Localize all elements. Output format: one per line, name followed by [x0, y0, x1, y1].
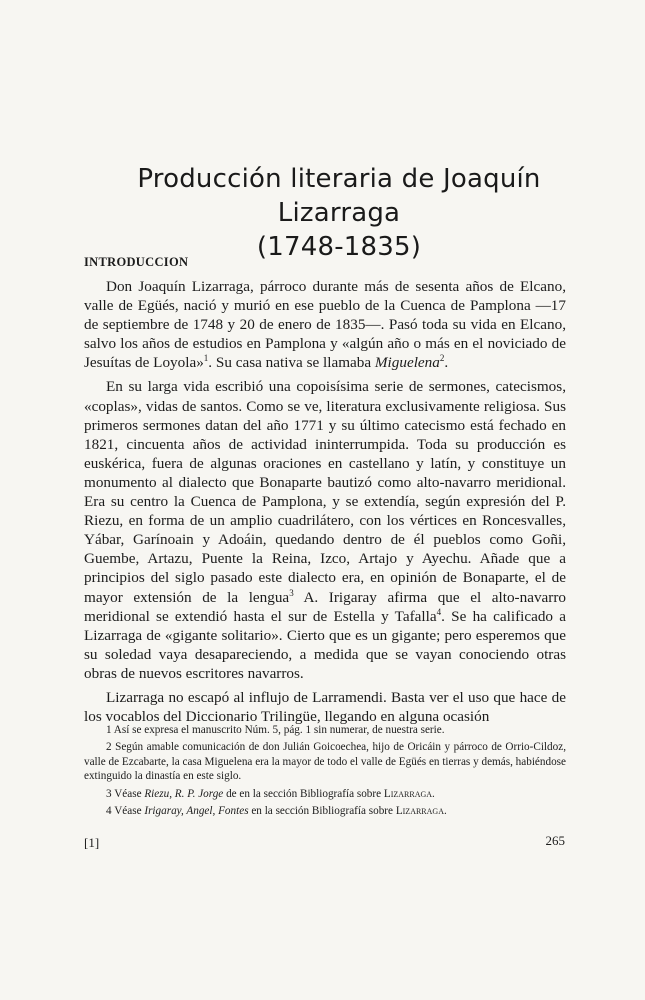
title-line-1: Producción literaria de Joaquín Lizarraga	[137, 164, 541, 228]
footnote-ref-4: 4	[436, 606, 442, 617]
footnote-2: 2 Según amable comunicación de don Julián Goicoechea, hijo de Oricáin y párroco de Orrio-Cildoz, valle de Ezcabarte, la casa Miguelena era la mayor de todo el valle de Egüés en tierras y demás, habiéndose extinguido la dinastía en este siglo.	[84, 741, 566, 783]
article-title	[84, 162, 594, 264]
folio-left: [1]	[84, 835, 100, 850]
house-name: Miguelena	[374, 354, 440, 372]
footnote-ref-2: 2	[439, 353, 445, 364]
paragraph-1	[84, 277, 566, 372]
page-number: 265	[545, 833, 565, 848]
footnote-4-number: 4	[106, 805, 112, 818]
footnote-4-text-c: .	[443, 805, 447, 818]
footnote-ref-1: 1	[203, 353, 209, 364]
body-text	[84, 277, 566, 731]
footnote-3-author: Riezu, R. P. Jorge	[144, 787, 224, 800]
footnote-3-number: 3	[106, 787, 112, 800]
paragraph-2-text-c: . Se ha calificado a Lizarraga de «gigante solitario». Cierto que es un gigante; pero esperemos que su soledad vaya desapareciendo, a medida que se vayan conociendo otras obras de nuevos escritores navarros.	[84, 607, 566, 682]
footnote-3	[84, 787, 566, 801]
footnote-ref-3: 3	[289, 587, 294, 598]
footnote-4-text-b: en la sección Bibliografía sobre	[248, 805, 396, 818]
paragraph-2-text-a: En su larga vida escribió una copoisísima serie de sermones, catecismos, «coplas», vidas de santos. Como se ve, literatura exclusivamente religiosa. Sus primeros sermones datan del año 1771 y su último catecismo está fechado en 1821, cincuenta años de actividad ininterrumpida. Toda su producción es euskérica, fuera de algunas oraciones en castellano y latín, y constituye un monumento al dialecto que Bonaparte bautizó como alto-navarro meridional. Era su centro la Cuenca de Pamplona, y se extendía, según expresión del P. Riezu, en forma de un amplio cuadrilátero, con los vértices en Roncesvalles, Yábar, Garínoain y Adoáin, quedando dentro de él pueblos como Goñi, Guembe, Artazu, Puente la Reina, Izco, Artajo y Ayechu. Añade que a principios del siglo pasado este dialecto era, en opinión de Bonaparte, el de mayor extensión de la lengua	[84, 378, 566, 606]
footnotes	[84, 723, 566, 821]
footnote-4	[84, 804, 566, 818]
footnote-4-text-a: Véase	[114, 805, 145, 818]
footnote-3-text-a: Véase	[114, 787, 145, 800]
footnote-3-text-c: .	[432, 787, 435, 800]
paragraph-2	[84, 377, 566, 683]
title-line-2: (1748-1835)	[256, 232, 422, 262]
paragraph-1-text-b: . Su casa nativa se llamaba	[208, 354, 375, 372]
footnote-1: 1 Así se expresa el manuscrito Núm. 5, pág. 1 sin numerar, de nuestra serie.	[106, 724, 445, 736]
footnote-4-author: Irigaray, Angel, Fontes	[144, 805, 249, 818]
paragraph-3: Lizarraga no escapó al influjo de Larramendi. Basta ver el uso que hace de los vocablos del Diccionario Trilingüe, llegando en alguna ocasión	[84, 688, 566, 726]
footnote-4-subject: Lizarraga	[395, 805, 444, 818]
footnote-3-subject: Lizarraga	[383, 787, 433, 800]
paragraph-1-text-a: Don Joaquín Lizarraga, párroco durante más de sesenta años de Elcano, valle de Egüés, nació y murió en ese pueblo de la Cuenca de Pamplona —17 de septiembre de 1748 y 20 de enero de 1835—. Pasó toda su vida en Elcano, salvo los años de estudios en Pamplona y «algún año o más en el noviciado de Jesuítas de Loyola»	[84, 278, 566, 372]
paragraph-2-text-b: A. Irigaray afirma que el alto-navarro meridional se extendió hasta el sur de Estella y Tafalla	[84, 588, 566, 625]
section-heading: INTRODUCCION	[84, 255, 189, 269]
paragraph-1-text-c: .	[444, 354, 449, 372]
footnote-3-text-b: de en la sección Bibliografía sobre	[223, 787, 384, 800]
